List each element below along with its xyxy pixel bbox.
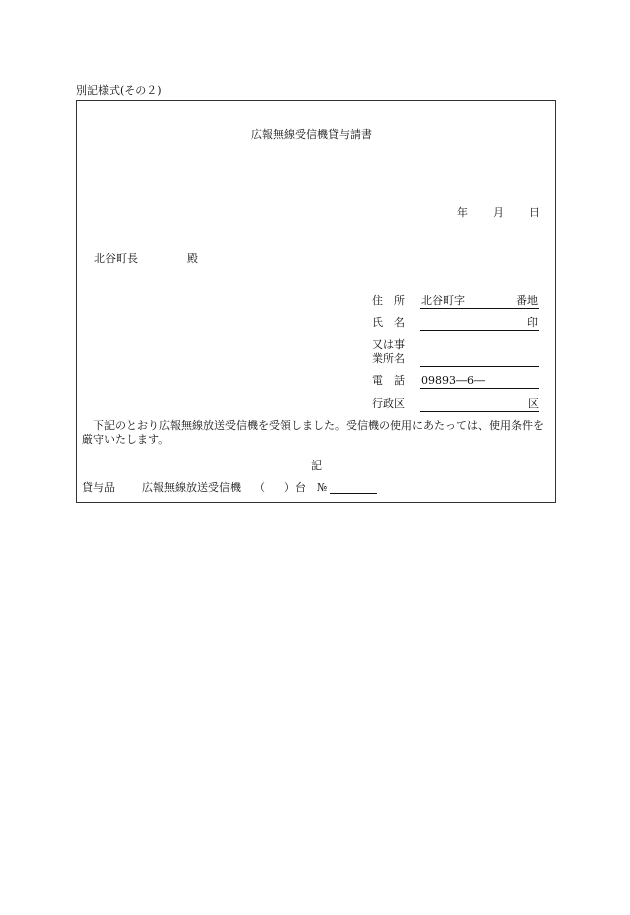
addressee-honorific: 殿 — [187, 252, 198, 265]
phone-underline — [420, 388, 539, 389]
name-label: 氏 名 — [372, 316, 405, 329]
address-underline — [420, 308, 539, 309]
loan-count-unit: ）台 — [284, 481, 306, 494]
ki-mark: 記 — [311, 459, 322, 472]
seal-mark: 印 — [527, 316, 538, 329]
office-label-line2: 業所名 — [372, 352, 405, 365]
district-label: 行政区 — [372, 397, 405, 410]
address-suffix: 番地 — [516, 294, 538, 307]
address-value: 北谷町字 — [421, 294, 465, 307]
address-label: 住 所 — [372, 294, 405, 307]
name-underline — [420, 330, 539, 331]
district-suffix: 区 — [528, 397, 539, 410]
addressee-name: 北谷町長 — [94, 252, 138, 265]
loan-number-label: № — [317, 481, 328, 494]
loan-item: 広報無線放送受信機 — [142, 481, 241, 494]
date-year: 年 — [457, 206, 468, 219]
loan-label: 貸与品 — [82, 481, 115, 494]
phone-value: 09893―6― — [421, 374, 485, 387]
loan-paren-open: （ — [254, 481, 265, 494]
loan-number-underline — [330, 493, 377, 494]
statement-text: 下記のとおり広報無線放送受信機を受領しました。受信機の使用にあたっては、使用条件を厳守いたします。 — [82, 419, 544, 446]
form-label: 別記様式(その２) — [76, 84, 162, 97]
form-title: 広報無線受信機貸与請書 — [251, 128, 372, 141]
phone-label: 電 話 — [372, 374, 405, 387]
office-underline — [420, 366, 539, 367]
office-label-line1: 又は事 — [372, 338, 405, 351]
district-underline — [420, 411, 539, 412]
date-day: 日 — [529, 206, 540, 219]
date-month: 月 — [493, 206, 504, 219]
